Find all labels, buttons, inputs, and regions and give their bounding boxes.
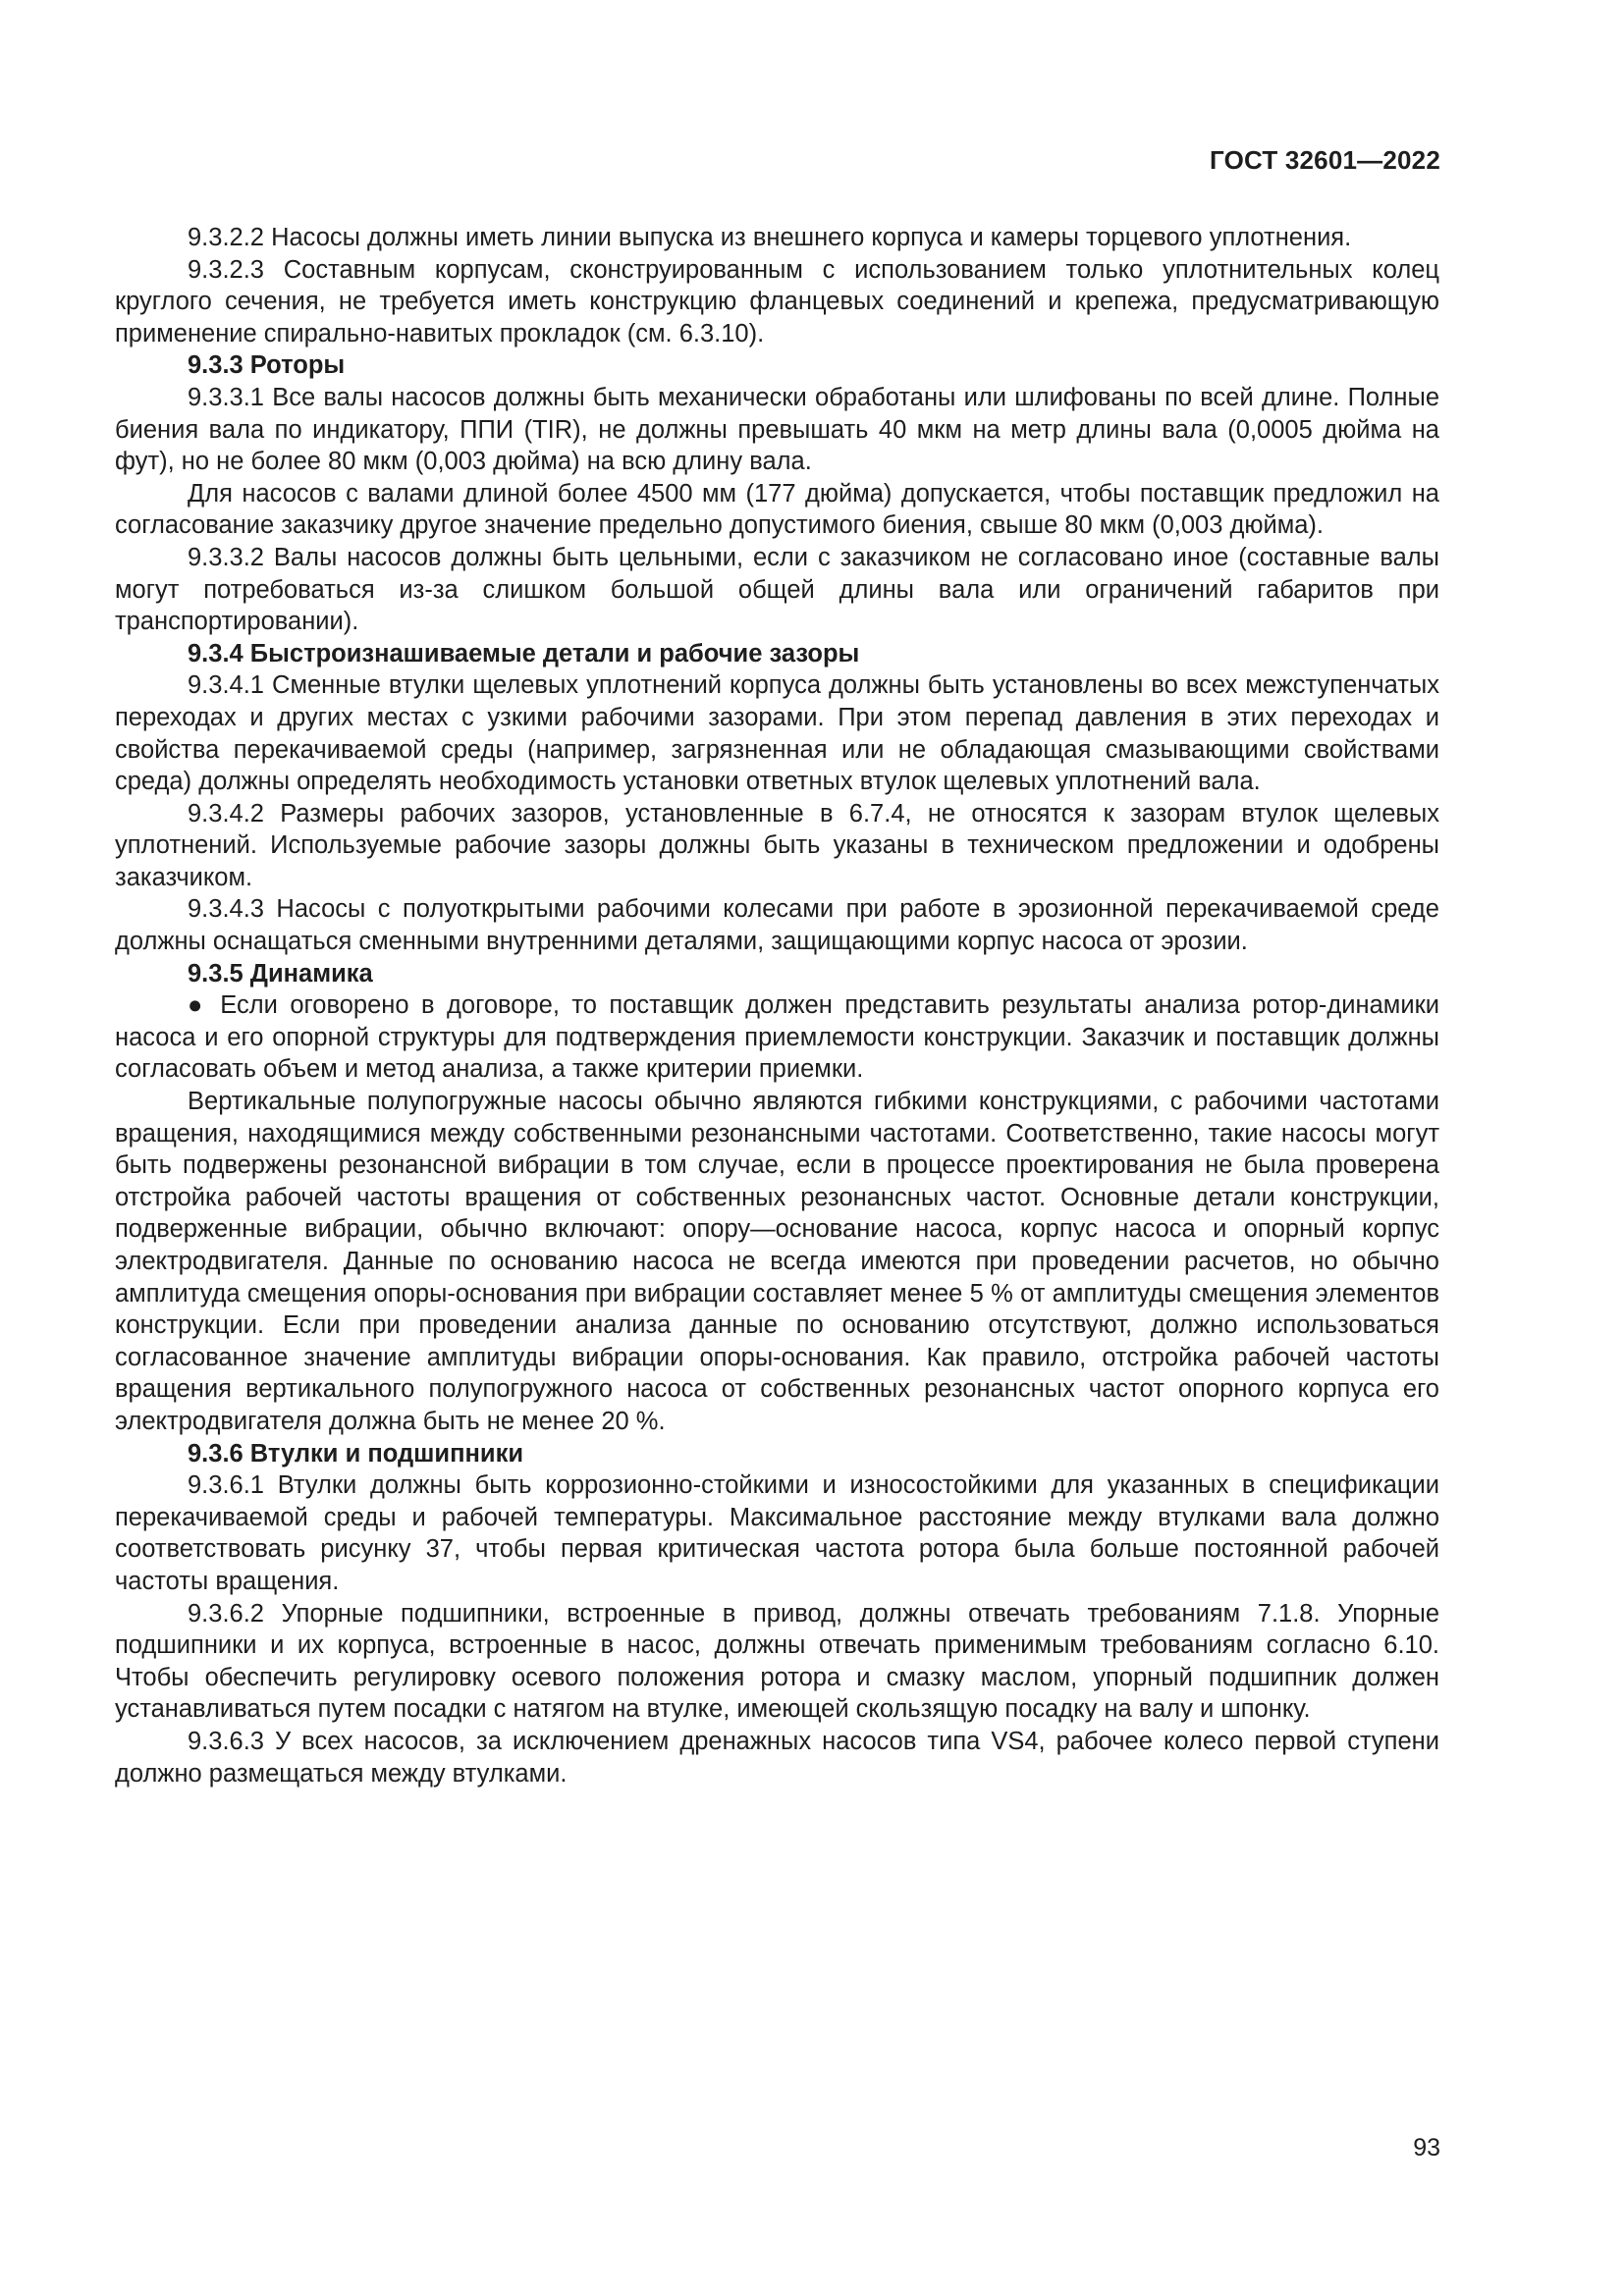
document-standard-id: ГОСТ 32601—2022 — [1210, 145, 1440, 175]
body-paragraph: 9.3.4.3 Насосы с полуоткрытыми рабочими колесами при работе в эрозионной перекачиваемой среде должны оснащаться сменными внутренними деталями, защищающими корпус насоса от эрозии. — [115, 895, 1439, 956]
document-body — [115, 222, 1439, 1789]
page-number: 93 — [1413, 2134, 1440, 2162]
body-paragraph: 9.3.2.2 Насосы должны иметь линии выпуска из внешнего корпуса и камеры торцевого уплотнения. — [188, 224, 1352, 251]
section-heading: 9.3.4 Быстроизнашиваемые детали и рабочие зазоры — [188, 639, 860, 667]
section-heading: 9.3.3 Роторы — [188, 351, 346, 380]
body-paragraph: 9.3.6.3 У всех насосов, за исключением дренажных насосов типа VS4, рабочее колесо первой ступени должно размещаться между втулками. — [115, 1727, 1439, 1788]
body-paragraph: 9.3.3.1 Все валы насосов должны быть механически обработаны или шлифованы по всей длине. Полные биения вала по индикатору, ППИ (TIR), не должны превышать 40 мкм на метр длины вала (0,0005 дюйма на фут), но не более 80 мкм (0,003 дюйма) на всю длину вала. — [115, 383, 1439, 476]
section-heading: 9.3.6 Втулки и подшипники — [188, 1439, 524, 1468]
body-paragraph: Вертикальные полупогружные насосы обычно являются гибкими конструкциями, с рабочими частотами вращения, находящимися между собственными резонансными частотами. Соответственно, такие насосы могут быть подвержены резонансной вибрации в том случае, если в процессе проектирования не была проверена отстройка рабочей частоты вращения от собственных резонансных частот. Основные детали конструкции, подверженные вибрации, обычно включают: опору—основание насоса, корпус насоса и опорный корпус электродвигателя. Данные по основанию насоса не всегда имеются при проведении расчетов, но обычно амплитуда смещения опоры-основания при вибрации составляет менее 5 % от амплитуды смещения элементов конструкции. Если при проведении анализа данные по основанию отсутствуют, должно использоваться согласованное значение амплитуды вибрации опоры-основания. Как правило, отстройка рабочей частоты вращения вертикального полупогружного насоса от собственных резонансных частот опорного корпуса его электродвигателя должна быть не менее 20 %. — [115, 1088, 1439, 1435]
body-paragraph: 9.3.4.2 Размеры рабочих зазоров, установленные в 6.7.4, не относятся к зазорам втулок щелевых уплотнений. Используемые рабочие зазоры должны быть указаны в техническом предложении и одобрены заказчиком. — [115, 799, 1439, 891]
body-paragraph: ● Если оговорено в договоре, то поставщик должен представить результаты анализа ротор-динамики насоса и его опорной структуры для подтверждения приемлемости конструкции. Заказчик и поставщик должны согласовать объем и метод анализа, а также критерии приемки. — [115, 991, 1439, 1084]
body-paragraph: 9.3.6.1 Втулки должны быть коррозионно-стойкими и износостойкими для указанных в спецификации перекачиваемой среды и рабочей температуры. Максимальное расстояние между втулками вала должно соответствовать рисунку 37, чтобы первая критическая частота ротора была больше постоянной рабочей частоты вращения. — [115, 1471, 1439, 1595]
body-paragraph: Для насосов с валами длиной более 4500 мм (177 дюйма) допускается, чтобы поставщик предложил на согласование заказчику другое значение предельно допустимого биения, свыше 80 мкм (0,003 дюйма). — [115, 479, 1439, 540]
body-paragraph: 9.3.3.2 Валы насосов должны быть цельными, если с заказчиком не согласовано иное (составные валы могут потребоваться из-за слишком большой общей длины вала или ограничений габаритов при транспортировании). — [115, 543, 1439, 636]
body-paragraph: 9.3.4.1 Сменные втулки щелевых уплотнений корпуса должны быть установлены во всех межступенчатых переходах и других местах с узкими рабочими зазорами. При этом перепад давления в этих переходах и свойства перекачиваемой среды (например, загрязненная или не обладающая смазывающими свойствами среда) должны определять необходимость установки ответных втулок щелевых уплотнений вала. — [115, 671, 1439, 796]
body-paragraph: 9.3.6.2 Упорные подшипники, встроенные в привод, должны отвечать требованиям 7.1.8. Упорные подшипники и их корпуса, встроенные в насос, должны отвечать применимым требованиям согласно 6.10. Чтобы обеспечить регулировку осевого положения ротора и смазку маслом, упорный подшипник должен устанавливаться путем посадки с натягом на втулке, имеющей скользящую посадку на валу и шпонку. — [115, 1599, 1439, 1724]
body-paragraph: 9.3.2.3 Составным корпусам, сконструированным с использованием только уплотнительных колец круглого сечения, не требуется иметь конструкцию фланцевых соединений и крепежа, предусматривающую применение спирально-навитых прокладок (см. 6.3.10). — [115, 255, 1439, 347]
section-heading: 9.3.5 Динамика — [188, 959, 373, 988]
